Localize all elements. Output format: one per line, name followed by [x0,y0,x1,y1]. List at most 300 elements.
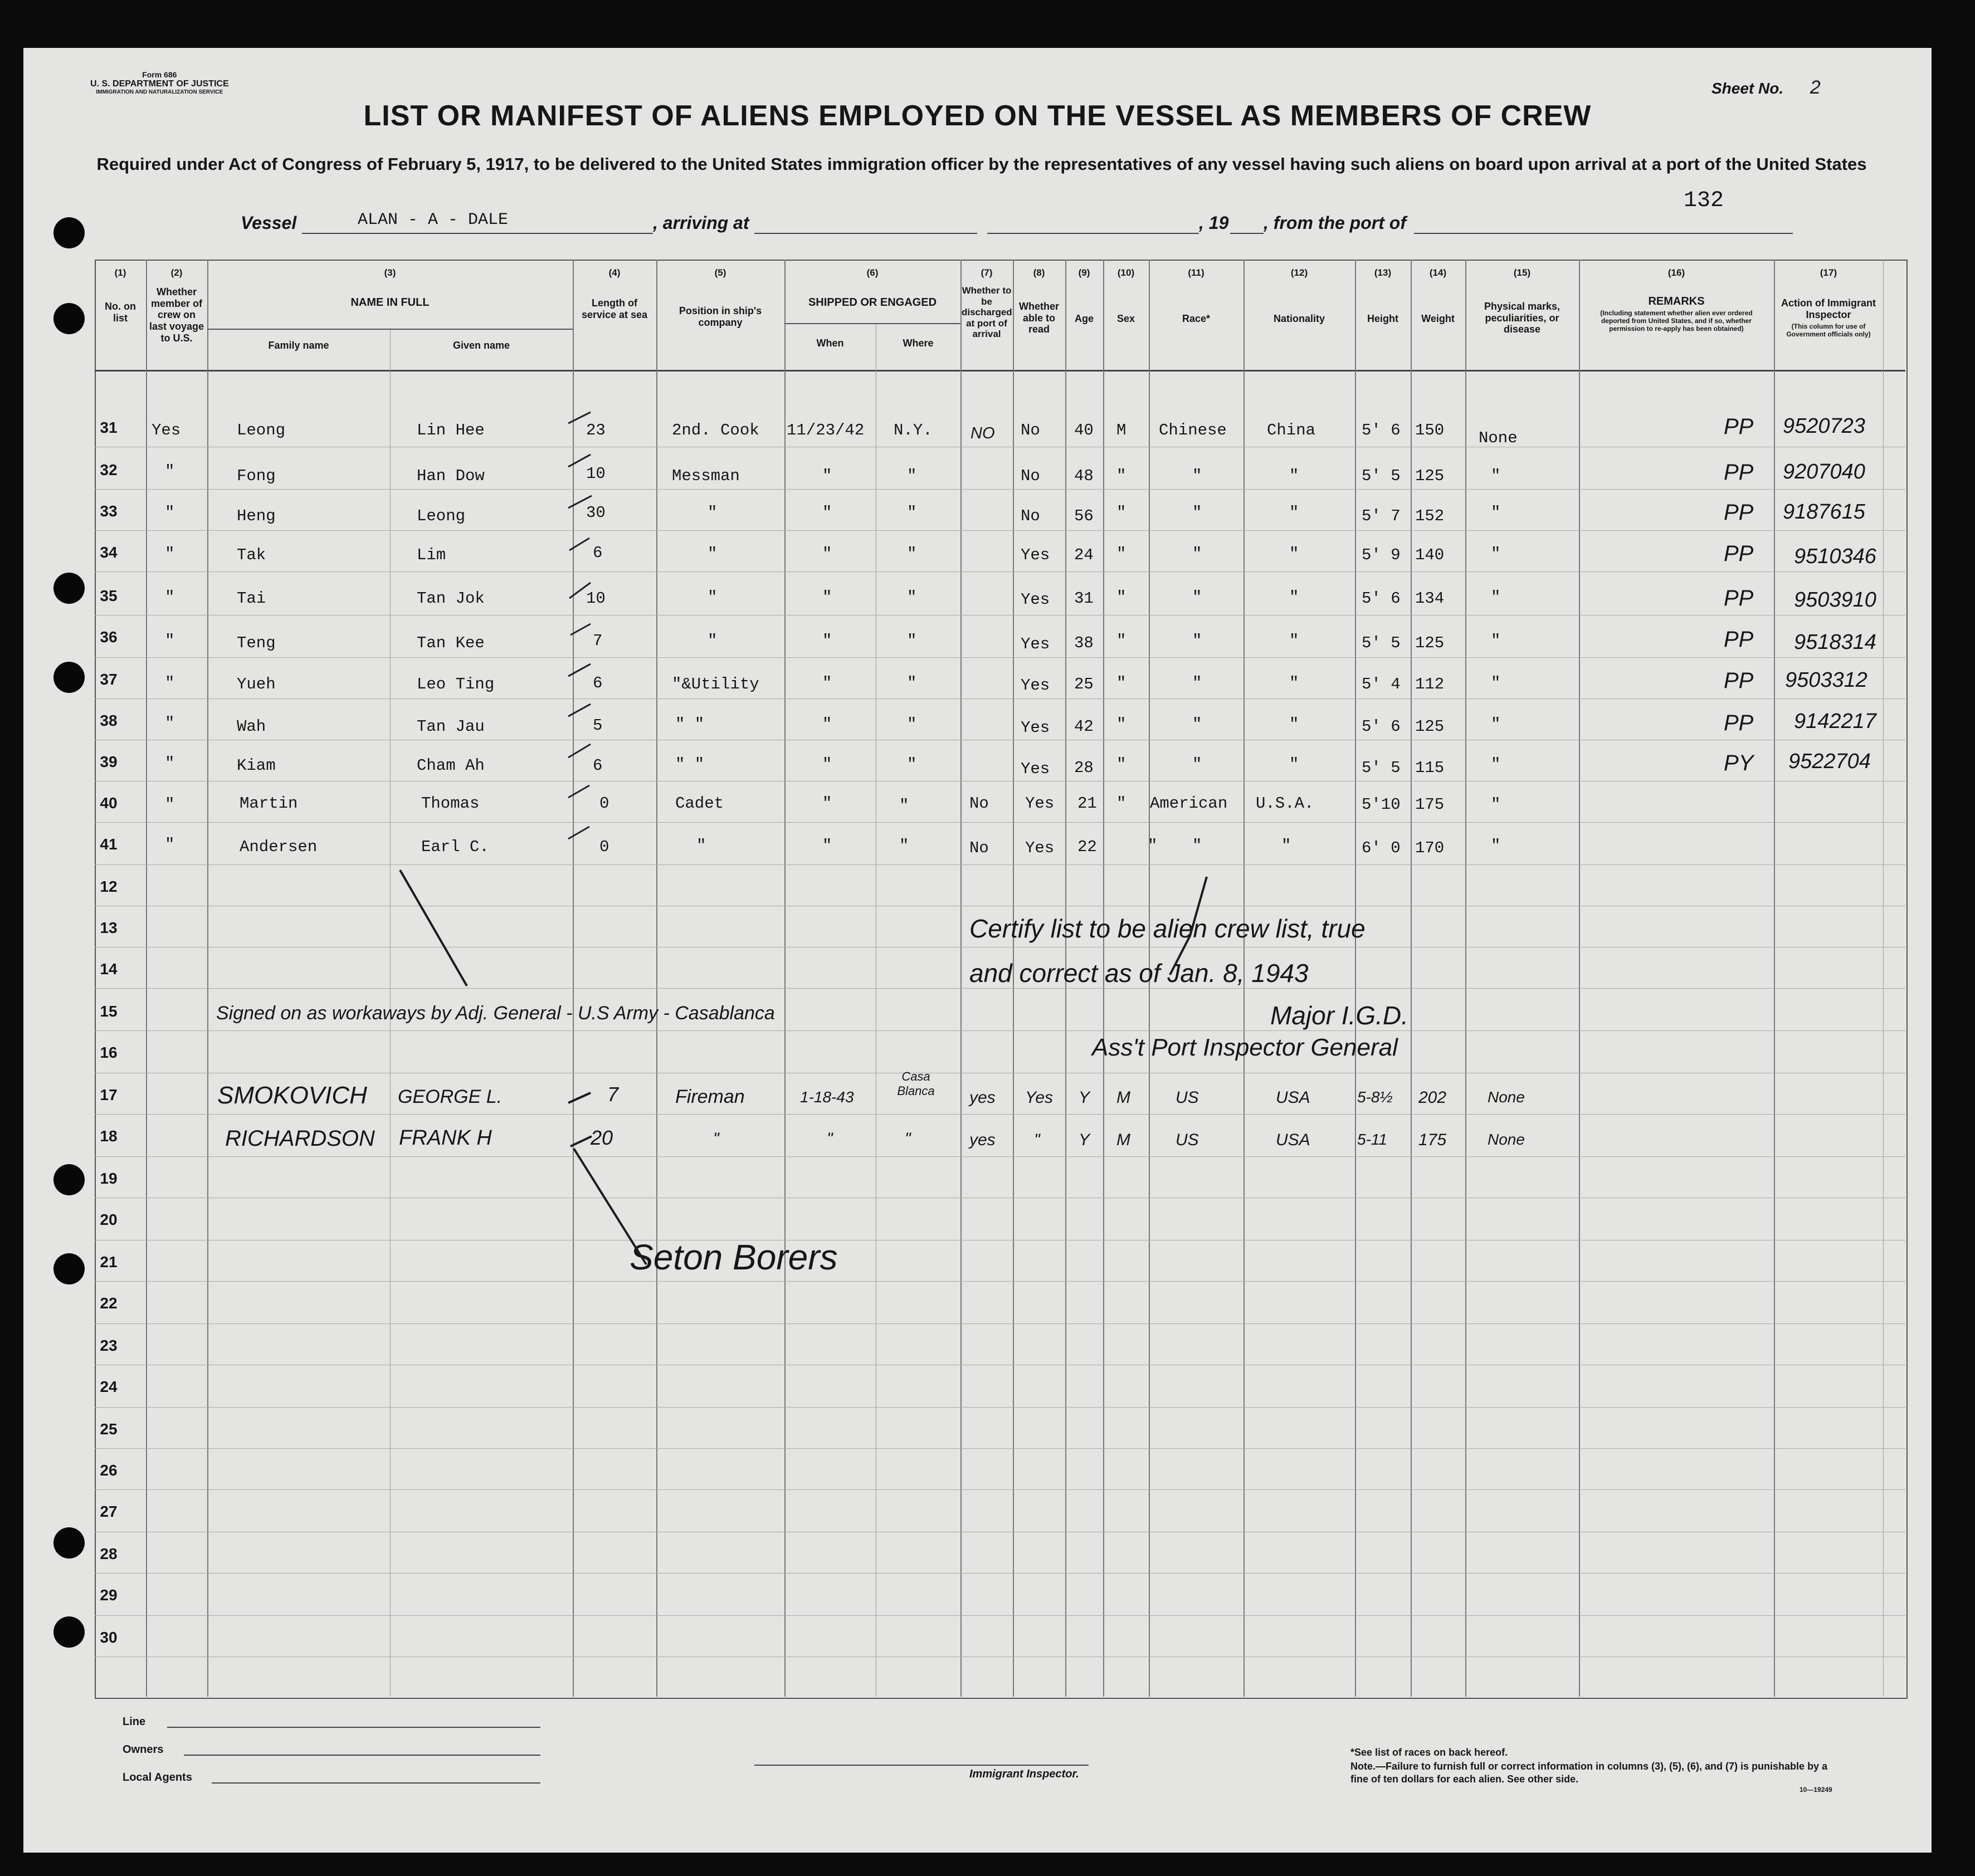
page-title: LIST OR MANIFEST OF ALIENS EMPLOYED ON THE VESSEL AS MEMBERS OF CREW [363,100,1592,132]
cell-race: US [1176,1088,1199,1107]
year-label: , 19 [1199,213,1229,233]
action-note: (This column for use of Government officials only) [1786,323,1871,338]
cell-position: " " [675,755,705,774]
cell-sex: " [1116,674,1127,692]
cell-height: 5' 7 [1362,507,1401,525]
cell-service: 7 [593,632,603,650]
footer-owners-label: Owners [123,1743,164,1756]
col-num: (16) [1667,267,1685,278]
cell-when: " [827,1130,833,1148]
cell-crew: " [165,674,175,692]
cell-height: 5-11 [1357,1131,1387,1148]
row-number: 14 [100,960,118,978]
cell-read: No [1021,467,1040,485]
page-subtitle: Required under Act of Congress of February 5, 1917, to be delivered to the United States immigration officer by the representatives of any vessel having such aliens on board upon arrival at a port of the United States [96,154,1867,174]
cell-read: Yes [1025,794,1055,813]
cell-given: Thomas [421,794,480,813]
cell-given: Tan Jau [417,717,485,736]
cell-when: " [822,588,832,607]
cell-position: Messman [672,467,740,485]
cell-when: " [822,545,832,563]
cell-when: " [822,715,832,734]
cell-action: 9142217 [1794,710,1876,733]
col-num: (12) [1290,267,1308,278]
cell-family: SMOKOVICH [217,1082,367,1109]
cell-service: 7 [607,1083,619,1106]
cell-crew: Yes [152,421,181,439]
col-num: (6) [866,267,879,278]
cell-action: 9503312 [1785,668,1867,692]
cell-service: 23 [586,421,606,439]
cell-age: 48 [1074,467,1094,485]
cell-weight: 152 [1415,507,1445,525]
cell-action: 9207040 [1783,460,1865,483]
row-number: 27 [100,1503,118,1520]
cell-family: Yueh [237,675,276,693]
cell-position: " [713,1130,719,1148]
cell-service: 6 [593,674,603,692]
cell-age: 28 [1074,759,1094,777]
col-num: (2) [170,267,183,278]
sheet-value: 2 [1810,77,1821,98]
cell-when: " [822,794,832,813]
cell-race: " [1192,504,1202,522]
vessel-name: ALAN - A - DALE [358,211,509,229]
cell-marks: " [1491,545,1501,563]
cell-read: Yes [1021,719,1050,737]
cell-weight: 150 [1415,421,1445,439]
cell-nationality: " [1289,545,1299,563]
cell-marks: " [1491,467,1501,485]
cell-pp: PY [1724,751,1754,775]
cell-height: 5' 5 [1362,759,1401,777]
cell-position: " [708,504,718,522]
cell-crew: " [165,714,175,732]
cell-race: " [1192,588,1202,607]
cell-sex: " [1116,588,1127,607]
footer-agents-label: Local Agents [123,1771,192,1784]
cell-height: 5' 6 [1362,421,1401,439]
cell-age: 24 [1074,546,1094,564]
cell-discharged: No [969,839,989,857]
cell-family: Fong [237,467,276,485]
row-number: 25 [100,1420,118,1438]
cell-when: " [822,755,832,774]
col-header-nationality: Nationality [1273,313,1325,324]
cell-when: 1-18-43 [800,1088,854,1106]
cell-nationality: " [1281,837,1291,855]
cell-position: " [696,837,706,855]
cell-read: Yes [1025,839,1055,857]
service-name: IMMIGRATION AND NATURALIZATION SERVICE [96,89,223,96]
row-number: 13 [100,919,118,936]
row-number: 12 [100,878,118,895]
col-header-position: Position in ship's company [679,305,762,328]
row-number: 39 [100,753,118,770]
col-num: (11) [1188,267,1204,278]
cell-weight: 125 [1415,467,1445,485]
row-number: 23 [100,1337,118,1354]
cell-crew: " [165,504,175,522]
cell-where: " [907,588,917,607]
certify-signature-office: Ass't Port Inspector General [1092,1034,1398,1061]
col-header-where: Where [903,338,934,349]
cell-given: Han Dow [417,467,485,485]
col-header-shipped: SHIPPED OR ENGAGED [808,296,937,309]
cell-service: 10 [586,465,606,483]
cell-height: 5-8½ [1357,1088,1393,1106]
page-number: 132 [1684,188,1724,213]
cell-age: 21 [1077,794,1097,813]
cell-age: 42 [1074,717,1094,736]
col-num: (3) [384,267,396,278]
cell-action: 9503910 [1794,588,1876,612]
cell-weight: 134 [1415,589,1445,608]
cell-height: 5' 5 [1362,634,1401,652]
footer-penalty-note: Note.—Failure to furnish full or correct information in columns (3), (5), (6), and (7) is punishable by a fine of ten dollars for each alien. See other side. [1350,1761,1828,1785]
cell-position: " [708,588,718,607]
cell-pp: PP [1724,500,1754,525]
cell-marks: None [1488,1131,1525,1148]
row-number: 24 [100,1378,118,1395]
cell-marks: None [1488,1088,1525,1106]
cell-height: 5' 6 [1362,717,1401,736]
cell-action: 9520723 [1783,414,1865,438]
cell-pp: PP [1724,668,1754,693]
col-header-race: Race* [1182,313,1211,324]
row-number: 19 [100,1170,118,1187]
cell-sex: M [1116,1131,1130,1149]
cell-discharged: yes [969,1131,996,1149]
col-header-action: Action of Immigrant Inspector [1781,297,1876,320]
col-num: (13) [1374,267,1392,278]
workaway-note: Signed on as workaways by Adj. General - U.S Army - Casablanca [216,1003,775,1024]
cell-height: 5' 4 [1362,675,1401,693]
row-number: 28 [100,1545,118,1562]
col-header-height: Height [1367,313,1398,324]
cell-sex: " [1116,545,1127,563]
vessel-label: Vessel [241,213,297,233]
cell-sex: " [1116,715,1127,734]
cell-family: Martin [240,794,298,813]
cell-where: " [905,1130,911,1148]
col-num: (1) [114,267,126,278]
cell-family: Leong [237,421,286,439]
row-number: 30 [100,1629,118,1646]
cell-where: " [899,797,909,815]
cell-weight: 112 [1415,675,1445,693]
cell-given: Cham Ah [417,756,485,775]
cell-nationality: " [1289,632,1299,650]
row-number: 35 [100,587,118,604]
cell-where: " [907,467,917,485]
cell-family: Tak [237,546,266,564]
cell-discharged: NO [971,424,995,442]
row-number: 15 [100,1003,118,1020]
cell-nationality: China [1267,421,1316,439]
cell-crew: " [165,836,175,854]
cell-sex: " [1116,632,1127,650]
cell-nationality: " [1289,588,1299,607]
cell-where: " [907,632,917,650]
footer-line-label: Line [123,1716,146,1728]
cell-weight: 125 [1415,717,1445,736]
cell-race: " [1192,467,1202,485]
cell-marks: " [1491,715,1501,734]
col-num: (10) [1117,267,1135,278]
cell-weight: 175 [1418,1131,1447,1149]
col-num: (7) [981,267,993,278]
footer-races-note: *See list of races on back hereof. [1350,1747,1508,1758]
cell-given: Tan Jok [417,589,485,608]
col-num: (5) [714,267,726,278]
cell-nationality: " [1289,467,1299,485]
cell-service: 6 [593,756,603,775]
col-header-service: Length of service at sea [581,297,648,320]
col-header-given: Given name [452,340,510,351]
cell-action: 9510346 [1794,545,1876,568]
cell-pp: PP [1724,460,1754,485]
cell-crew: " [165,462,175,481]
cell-nationality: USA [1276,1088,1310,1107]
cell-sex: " [1148,837,1158,855]
row-number: 18 [100,1127,118,1145]
cell-action: 9518314 [1794,631,1876,654]
col-header-discharged: Whether to be discharged at port of arrival [962,285,1012,340]
cell-family: Heng [237,507,276,525]
cell-marks: " [1491,588,1501,607]
col-header-no: No. on list [105,301,136,324]
cell-service: 20 [591,1126,613,1149]
cell-age: Y [1079,1131,1090,1149]
cell-given: Lim [417,546,446,564]
cell-weight: 170 [1415,839,1445,857]
row-number: 20 [100,1211,118,1228]
cell-race: " [1192,545,1202,563]
cell-sex: M [1116,1088,1130,1107]
arriving-label: , arriving at [653,213,749,233]
cell-when: " [822,674,832,692]
cell-race: " [1192,755,1202,774]
cell-crew: " [165,754,175,773]
cell-discharged: No [969,794,989,813]
cell-read: Yes [1021,546,1050,564]
cell-where: " [907,545,917,563]
cell-family: Wah [237,717,266,736]
col-header-sex: Sex [1116,313,1135,324]
col-header-age: Age [1074,313,1094,324]
cell-nationality: U.S.A. [1256,794,1314,813]
col-header-marks: Physical marks, peculiarities, or disease [1484,301,1561,335]
row-number: 31 [100,419,118,436]
port-label: , from the port of [1264,213,1406,233]
row-number: 41 [100,836,118,853]
cell-race: Chinese [1159,421,1227,439]
row-number: 40 [100,794,118,812]
cell-race: " [1192,837,1202,855]
cell-nationality: " [1289,755,1299,774]
cell-read: Yes [1021,590,1050,609]
cell-read: Yes [1021,676,1050,695]
col-header-when: When [816,338,844,349]
cell-service: 5 [593,716,603,735]
cell-marks: " [1491,674,1501,692]
cell-read: No [1021,421,1040,439]
col-header-remarks: REMARKS [1648,295,1705,307]
cell-given: Earl C. [421,838,489,856]
col-num: (8) [1033,267,1045,278]
cell-read: No [1021,507,1040,525]
cell-sex: M [1116,421,1127,439]
cell-weight: 115 [1415,759,1445,777]
cell-where: " [907,715,917,734]
cell-service: 0 [599,838,609,856]
cell-service: 6 [593,544,603,562]
cell-position: Cadet [675,794,724,813]
cell-service: 30 [586,504,606,522]
cell-where: " [907,504,917,522]
cell-family: Kiam [237,756,276,775]
col-header-weight: Weight [1421,313,1455,324]
cell-action: 9522704 [1788,750,1871,773]
cell-pp: PP [1724,541,1754,566]
cell-marks: " [1491,632,1501,650]
cell-position: " [708,632,718,650]
cell-given: FRANK H [399,1126,492,1150]
cell-pp: PP [1724,414,1754,439]
row-number: 36 [100,628,118,646]
cell-where: " [899,837,909,855]
cell-height: 6' 0 [1362,839,1401,857]
cell-nationality: USA [1276,1131,1310,1149]
cell-marks: " [1491,795,1501,814]
cell-nationality: " [1289,674,1299,692]
cell-crew: " [165,632,175,650]
cell-family: Teng [237,634,276,652]
cell-where: Casa Blanca [897,1069,935,1098]
cell-position: " " [675,715,705,734]
cell-nationality: " [1289,715,1299,734]
cell-read: " [1034,1131,1040,1149]
cell-when: " [822,504,832,522]
cell-marks: " [1491,837,1501,855]
cell-where: " [907,674,917,692]
cell-read: Yes [1025,1088,1054,1107]
cell-age: Y [1079,1088,1090,1107]
row-number: 29 [100,1586,118,1604]
cell-when: " [822,467,832,485]
col-num: (17) [1820,267,1837,278]
handwritten-signature: Seton Borers [630,1237,838,1277]
row-number: 38 [100,712,118,729]
sheet-label: Sheet No. [1711,80,1784,97]
cell-age: 22 [1077,838,1097,856]
cell-when: " [822,632,832,650]
cell-race: US [1176,1131,1199,1149]
row-number: 16 [100,1044,118,1061]
col-header-crew: Whether member of crew on last voyage to U.S. [149,286,204,344]
row-number: 17 [100,1086,118,1103]
cell-service: 0 [599,794,609,813]
row-number: 22 [100,1294,118,1312]
cell-height: 5' 5 [1362,467,1401,485]
cell-age: 31 [1074,589,1094,608]
cell-position: Fireman [675,1086,745,1107]
cell-marks: " [1491,504,1501,522]
cell-weight: 140 [1415,546,1445,564]
row-number: 32 [100,461,118,478]
row-number: 34 [100,544,118,561]
col-num: (15) [1513,267,1531,278]
remarks-note: (Including statement whether alien ever ordered deported from United States, and if so, whether permission to re-apply has been obtained) [1600,309,1753,333]
cell-age: 38 [1074,634,1094,652]
cell-age: 40 [1074,421,1094,439]
footer-inspector-label: Immigrant Inspector. [969,1768,1079,1780]
cell-position: 2nd. Cook [672,421,759,439]
cell-weight: 125 [1415,634,1445,652]
cell-age: 25 [1074,675,1094,693]
certify-signature-title: Major I.G.D. [1270,1001,1408,1030]
cell-given: Lin Hee [417,421,485,439]
row-number: 21 [100,1253,118,1271]
cell-crew: " [165,588,175,607]
cell-height: 5' 9 [1362,546,1401,564]
row-number: 26 [100,1462,118,1479]
cell-where: N.Y. [894,421,933,439]
cell-height: 5'10 [1362,795,1401,814]
cell-pp: PP [1724,711,1754,735]
cell-sex: " [1116,504,1127,522]
row-number: 37 [100,671,118,688]
cell-family: Tai [237,589,266,608]
footer-print-code: 10—19249 [1800,1786,1832,1794]
cell-pp: PP [1724,627,1754,652]
col-num: (4) [608,267,621,278]
cell-given: Tan Kee [417,634,485,652]
cell-sex: " [1116,755,1127,774]
cell-given: GEORGE L. [398,1086,503,1107]
cell-marks: " [1491,755,1501,774]
certify-line-2: and correct as of Jan. 8, 1943 [969,959,1309,988]
cell-action: 9187615 [1783,500,1865,524]
cell-age: 56 [1074,507,1094,525]
cell-position: " [708,545,718,563]
cell-height: 5' 6 [1362,589,1401,608]
cell-crew: " [165,795,175,814]
cell-service: 10 [586,589,606,608]
cell-marks: None [1479,429,1518,447]
col-num: (14) [1429,267,1447,278]
department-name: U. S. DEPARTMENT OF JUSTICE [90,79,229,89]
cell-race: " [1192,715,1202,734]
cell-read: Yes [1021,635,1050,653]
cell-race: American [1150,794,1228,813]
col-num: (9) [1078,267,1090,278]
cell-given: Leo Ting [417,675,495,693]
cell-where: " [907,755,917,774]
cell-position: "&Utility [672,675,759,693]
cell-weight: 175 [1415,795,1445,814]
col-header-read: Whether able to read [1019,301,1059,335]
col-header-name: NAME IN FULL [350,296,430,309]
cell-nationality: " [1289,504,1299,522]
cell-race: " [1192,632,1202,650]
cell-when: 11/23/42 [787,421,865,439]
cell-crew: " [165,545,175,563]
cell-race: " [1192,674,1202,692]
cell-sex: " [1116,794,1127,813]
cell-weight: 202 [1418,1088,1447,1107]
